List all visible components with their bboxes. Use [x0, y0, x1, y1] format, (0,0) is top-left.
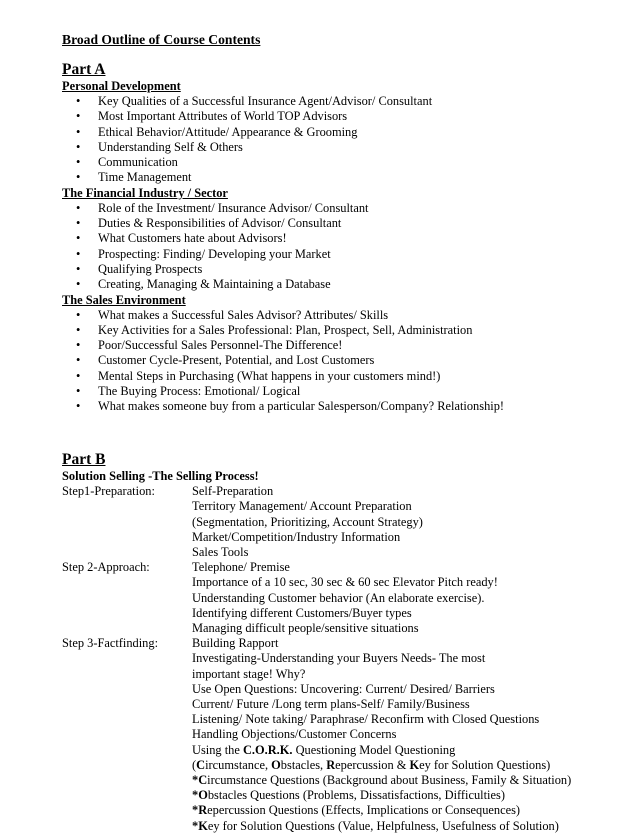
- step-line: Telephone/ Premise: [192, 560, 290, 575]
- step-line: Handling Objections/Customer Concerns: [192, 727, 397, 742]
- step-line: Identifying different Customers/Buyer types: [192, 605, 412, 620]
- list-item: • Most Important Attributes of World TOP Advisors: [62, 109, 622, 124]
- step-line: Listening/ Note taking/ Paraphrase/ Reconfirm with Closed Questions: [192, 712, 540, 727]
- step-line: Importance of a 10 sec, 30 sec & 60 sec Elevator Pitch ready!: [192, 575, 498, 590]
- document: [62, 32, 622, 834]
- list-item: • What makes someone buy from a particular Salesperson/Company? Relationship!: [62, 399, 622, 414]
- section-title: Personal Development: [62, 79, 181, 93]
- step-line: Sales Tools: [192, 544, 249, 559]
- cork-question-line: *Circumstance Questions (Background about Business, Family & Situation): [192, 773, 572, 787]
- section-title: The Financial Industry / Sector: [62, 185, 228, 200]
- list-item: • Qualifying Prospects: [62, 262, 622, 277]
- step-line: Investigating-Understanding your Buyers Needs- The most: [192, 651, 486, 666]
- step-line: Building Rapport: [192, 636, 279, 651]
- cork-intro-line: Using the C.O.R.K. Questioning Model Questioning: [192, 742, 456, 757]
- cork-question-line: *Obstacles Questions (Problems, Dissatisfactions, Difficulties): [192, 788, 505, 803]
- step-label: Step1-Preparation:: [62, 484, 155, 499]
- cork-question-line: *Repercussion Questions (Effects, Implications or Consequences): [192, 803, 521, 818]
- step-line: Managing difficult people/sensitive situations: [192, 620, 419, 635]
- list-item: • What makes a Successful Sales Advisor? Attributes/ Skills: [62, 308, 622, 323]
- list-item: • Ethical Behavior/Attitude/ Appearance & Grooming: [62, 125, 622, 140]
- step-line: important stage! Why?: [192, 666, 306, 681]
- list-item: • Poor/Successful Sales Personnel-The Difference!: [62, 338, 622, 353]
- list-item: • Mental Steps in Purchasing (What happens in your customers mind!): [62, 369, 622, 384]
- bullet-list: [62, 201, 622, 293]
- list-item: • Role of the Investment/ Insurance Advisor/ Consultant: [62, 201, 622, 216]
- list-item: • Understanding Self & Others: [62, 140, 622, 155]
- step-label: Step 3-Factfinding:: [62, 636, 159, 651]
- part-a-heading: Part A: [62, 61, 106, 78]
- list-item: • Duties & Responsibilities of Advisor/ Consultant: [62, 216, 622, 231]
- part-b-subtitle: Solution Selling -The Selling Process!: [62, 468, 259, 483]
- step-line: Current/ Future /Long term plans-Self/ Family/Business: [192, 696, 470, 711]
- bullet-list: [62, 94, 622, 186]
- step-factfinding: [62, 636, 622, 834]
- step-preparation: [62, 484, 622, 560]
- step-line: Understanding Customer behavior (An elaborate exercise).: [192, 590, 485, 605]
- step-line: Self-Preparation: [192, 484, 274, 499]
- list-item: • Creating, Managing & Maintaining a Database: [62, 277, 622, 292]
- list-item: • Communication: [62, 155, 622, 170]
- step-line: Use Open Questions: Uncovering: Current/ Desired/ Barriers: [192, 681, 495, 696]
- step-line: (Segmentation, Prioritizing, Account Strategy): [192, 514, 423, 529]
- cork-expanded-line: (Circumstance, Obstacles, Repercussion & Key for Solution Questions): [192, 757, 551, 772]
- cork-question-line: *Key for Solution Questions (Value, Helpfulness, Usefulness of Solution): [192, 818, 559, 833]
- step-line: Territory Management/ Account Preparation: [192, 499, 412, 514]
- step-label: Step 2-Approach:: [62, 560, 150, 575]
- part-b-heading: Part B: [62, 450, 106, 468]
- list-item: • The Buying Process: Emotional/ Logical: [62, 384, 622, 399]
- section-title: The Sales Environment: [62, 292, 186, 307]
- bullet-list: [62, 308, 622, 415]
- step-line: Market/Competition/Industry Information: [192, 529, 401, 544]
- list-item: • Prospecting: Finding/ Developing your Market: [62, 247, 622, 262]
- list-item: • Customer Cycle-Present, Potential, and Lost Customers: [62, 353, 622, 368]
- step-approach: [62, 560, 622, 636]
- document-title: Broad Outline of Course Contents: [62, 32, 261, 47]
- list-item: • Key Qualities of a Successful Insurance Agent/Advisor/ Consultant: [62, 94, 622, 109]
- list-item: • Time Management: [62, 170, 622, 185]
- list-item: • What Customers hate about Advisors!: [62, 231, 622, 246]
- list-item: • Key Activities for a Sales Professional: Plan, Prospect, Sell, Administration: [62, 323, 622, 338]
